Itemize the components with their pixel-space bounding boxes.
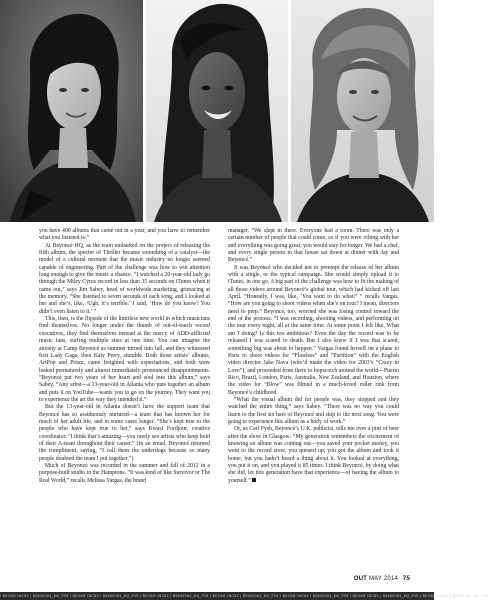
paragraph: manager. “We slept in there. Everyone had a room. There was only a certain number of people that could come, so if you were vibing with her and everything was going great, you would stay for longer. We had a chef, and every single person in that house sat down at dinner with Jay and Beyoncé.” [228,228,399,264]
column-right [228,228,399,485]
paragraph-final-text: Or, as Carl Fysh, Beyoncé’s U.K. publicist, tells me over a pint of beer after the show in Glasgow: “My generation remembers the excitement of knowing an album was coming out—you saved your pocket money, you went to the record store, you queued up, you got the album and took it home, but you hadn’t heard a thing about it. You looked at everything, you put it on, and you played it 85 times. I think Beyoncé, by doing what she did, let this generation have that experience—of having the album to yourself.” [228,426,399,484]
paragraph: It was Beyoncé who decided not to preempt the release of her album with a single, or the typical campaign. She would simply upload it to iTunes, in one go. A big part of the challenge was how to fit the making of all those videos around Beyoncé’s global tour, which had kicked off last April. “Honestly, I was, like, ‘You want to do what?’ ” recalls Vargas. “How are you going to shoot videos when she’s on tour? I mean, directors need to prep.” Beyoncé, too, worried she was losing control toward the end of the process. “I was recording, shooting videos, and performing on the tour every night, all at the same time. At some point I felt like, What am I doing? Is this too ambitious? Even the day the record was to be released I was scared to death. But I also knew if I was that scared, something big was about to happen.” Vargas found herself on a plane to Paris to shoot videos for “Flawless” and “Partition” with the English video director Jake Nava (who’d made the video for 2003’s “Crazy in Love”), and proceeded from there to hopscotch around the world—Puerto Rico, Brazil, London, Paris, Australia, New Zealand, and Houston, where the video for “Blow” was filmed in a much-loved roller rink from Beyoncé’s childhood. [228,264,399,396]
column-left [39,228,210,485]
article-body [39,228,399,568]
paragraph: Much of Beyoncé was recorded in the summer and fall of 2012 in a purpose-built studio in the Hamptons. “It was kind of like Survivor or The Real World,” recalls Melissa Vargas, the brand [39,463,210,484]
portrait-photo-3 [291,0,434,222]
paragraph: This, then, is the flipside of the limitless new world in which musicians find themselves. No longer under the thumb of out-of-touch record executives, they find themselves instead at the mercy of ADD-afflicted music fans, surfing multiple sites at one time. You can imagine the anxiety at Camp Beyoncé as summer turned into fall, and they witnessed first Lady Gaga, then Katy Perry, stumble. Both those artists’ albums, ArtPop and Prism, came freighted with expectations, and both were leaked prematurely and almost immediately pronounced disappointments. “Beyoncé put two years of her heart and soul into this album,” says Sabey. “Any artist—a 13-year-old in Atlanta who puts together an album and puts it on YouTube—wants you to go on the journey. They want you to experience the art the way they intended it.” [39,316,210,403]
paragraph: you have 400 albums that came out in a year, and you have to remember what you listened to.” [39,228,210,242]
portrait-photo-2 [146,0,288,222]
print-slug-strip: I BEVAR INC84 | B5#00084_M4_F05 I BEVAR INC84 I B5#00084_M4_F05 I BEVAR INC84 | B5#00084_M4_F05 I BEVAR INC84 | B5#00084_M4_F05 I BEVAR INC84 I B5#00084_M4_F05 I BEVAR INC84 | B5#00084_M4_F05 I BEVAR INC84 | B5#00084_M4_F05 [0,594,489,598]
portrait-photo-1 [0,0,143,222]
issue-date: MAY 2014 [368,576,399,582]
end-mark-icon [252,478,256,482]
page-number: 75 [402,576,410,582]
folio [354,576,410,582]
paragraph-final [228,426,399,485]
paragraph: At Beyoncé HQ, as the team embarked on the project of releasing the fifth album, the specter of Thriller became something of a catalyst—the model of a cultural moment that the music industry no longer seemed capable of engineering. Part of the challenge was how to win attention long enough to give the music a chance. “I watched a 20-year-old lady go through the Miley Cyrus record in less than 35 seconds on iTunes when it came out,” says Jim Sabey, head of worldwide marketing, grimacing at the memory. “She listened to seven seconds of each song, and I looked at her and she’s, like, ‘Ugh, it’s terrible.’ I said, ‘How do you know? You didn’t even listen to it.’ ” [39,242,210,315]
paragraph: But the 13-year-old in Atlanta doesn’t have the support team that Beyoncé has so assiduously nurtured—a team that has known her for much of her adult life, and in some cases longer. “She’s kept true to the people who have kept true to her,” says Kwasi Fordjour, creative coordinator. “I think that’s amazing—you rarely see artists who keep hold of their A-team throughout their career.” (In an email, Beyoncé returned the compliment, saying, “I call them the underdogs because so many people doubted the team I put together.”) [39,404,210,462]
paragraph: “What the visual album did for people was, they stopped and they watched the entire thing,” says Sabey. “There was no way you could listen to the first six bars of Beyoncé and skip to the next song. You were going to experience this album as a body of work.” [228,396,399,425]
photo-strip [0,0,434,222]
magazine-name: OUT [353,576,368,582]
